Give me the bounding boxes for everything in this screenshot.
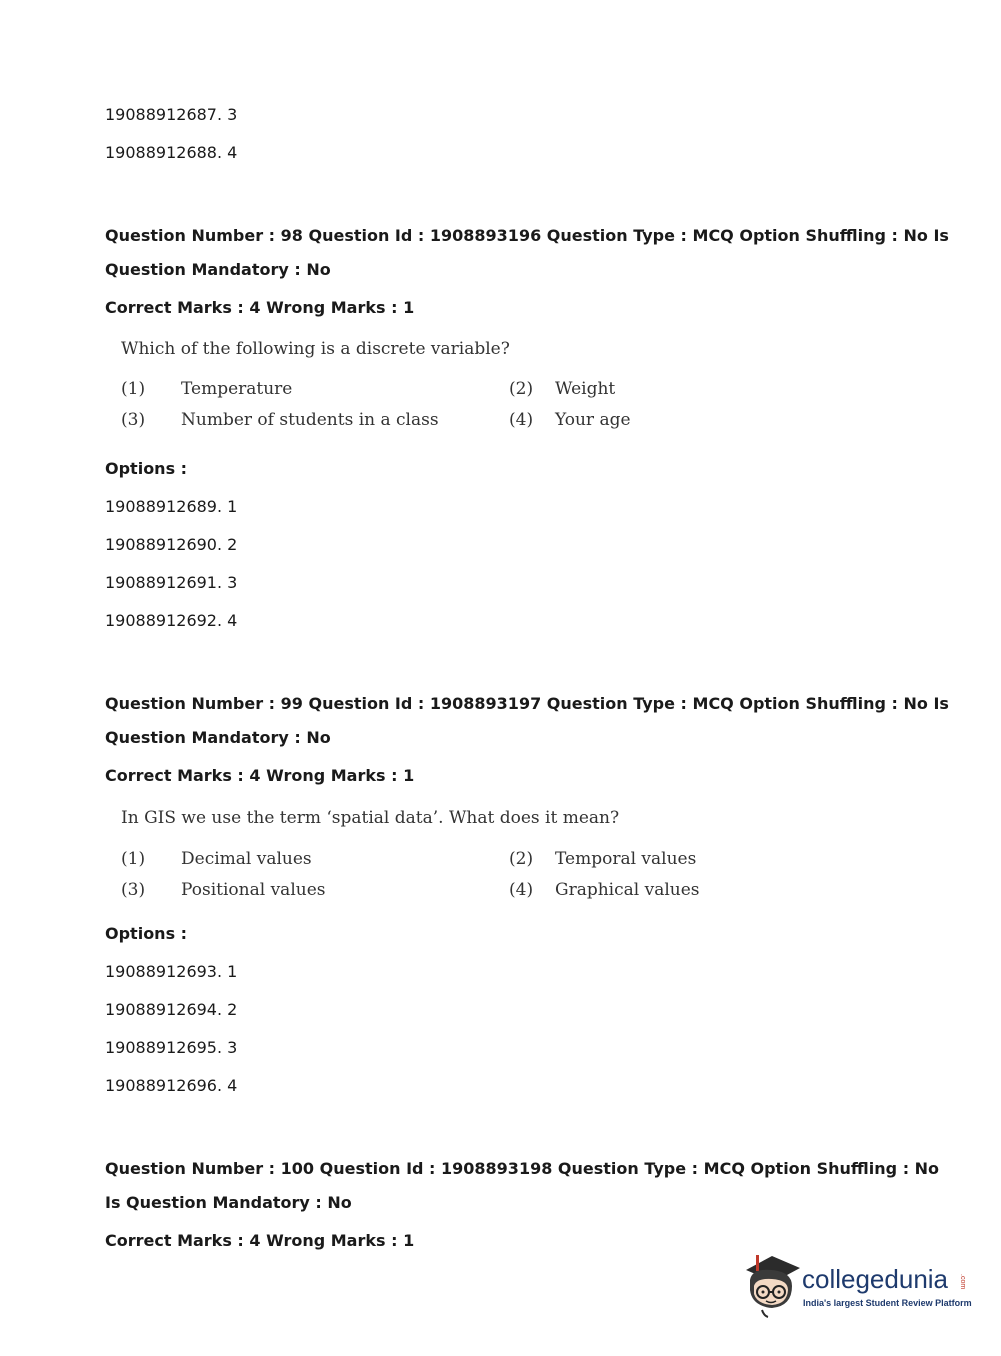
logo-wordmark: collegedunia — [802, 1264, 949, 1294]
question-header: Question Number : 99 Question Id : 1908893197 Question Type : MCQ Option Shuffling : No Is — [105, 694, 949, 713]
option-line: 19088912695. 3 — [105, 1038, 238, 1057]
choice-label: Positional values — [181, 880, 326, 900]
choice-label: Weight — [555, 379, 616, 399]
graduate-mascot-icon — [742, 1250, 802, 1320]
choice-number: (1) — [121, 849, 146, 869]
logo-domain-suffix: .com — [959, 1274, 966, 1290]
options-heading: Options : — [105, 924, 188, 943]
choice-number: (4) — [509, 410, 534, 430]
option-line: 19088912693. 1 — [105, 962, 238, 981]
option-line: 19088912687. 3 — [105, 105, 238, 124]
question-header-continued: Question Mandatory : No — [105, 260, 331, 279]
option-line: 19088912689. 1 — [105, 497, 238, 516]
choice-label: Temperature — [181, 379, 293, 399]
choice-number: (1) — [121, 379, 146, 399]
question-text: Which of the following is a discrete variable? — [121, 339, 510, 359]
option-line: 19088912690. 2 — [105, 535, 238, 554]
question-marks: Correct Marks : 4 Wrong Marks : 1 — [105, 1231, 415, 1250]
choice-label: Graphical values — [555, 880, 700, 900]
question-header-continued: Question Mandatory : No — [105, 728, 331, 747]
option-line: 19088912692. 4 — [105, 611, 238, 630]
choice-number: (3) — [121, 880, 146, 900]
options-heading: Options : — [105, 459, 188, 478]
choice-number: (2) — [509, 849, 534, 869]
question-header: Question Number : 98 Question Id : 1908893196 Question Type : MCQ Option Shuffling : No Is — [105, 226, 949, 245]
logo-tagline: India's largest Student Review Platform — [803, 1298, 972, 1308]
option-line: 19088912688. 4 — [105, 143, 238, 162]
question-marks: Correct Marks : 4 Wrong Marks : 1 — [105, 766, 415, 785]
collegedunia-logo — [742, 1250, 970, 1320]
question-marks: Correct Marks : 4 Wrong Marks : 1 — [105, 298, 415, 317]
choice-number: (3) — [121, 410, 146, 430]
choice-label: Decimal values — [181, 849, 312, 869]
choice-number: (4) — [509, 880, 534, 900]
choice-label: Number of students in a class — [181, 410, 439, 430]
question-text: In GIS we use the term ‘spatial data’. What does it mean? — [121, 808, 620, 828]
question-header: Question Number : 100 Question Id : 1908893198 Question Type : MCQ Option Shuffling : No — [105, 1159, 940, 1178]
question-header-continued: Is Question Mandatory : No — [105, 1193, 352, 1212]
choice-label: Temporal values — [555, 849, 697, 869]
option-line: 19088912694. 2 — [105, 1000, 238, 1019]
option-line: 19088912696. 4 — [105, 1076, 238, 1095]
choice-number: (2) — [509, 379, 534, 399]
choice-label: Your age — [555, 410, 631, 430]
option-line: 19088912691. 3 — [105, 573, 238, 592]
